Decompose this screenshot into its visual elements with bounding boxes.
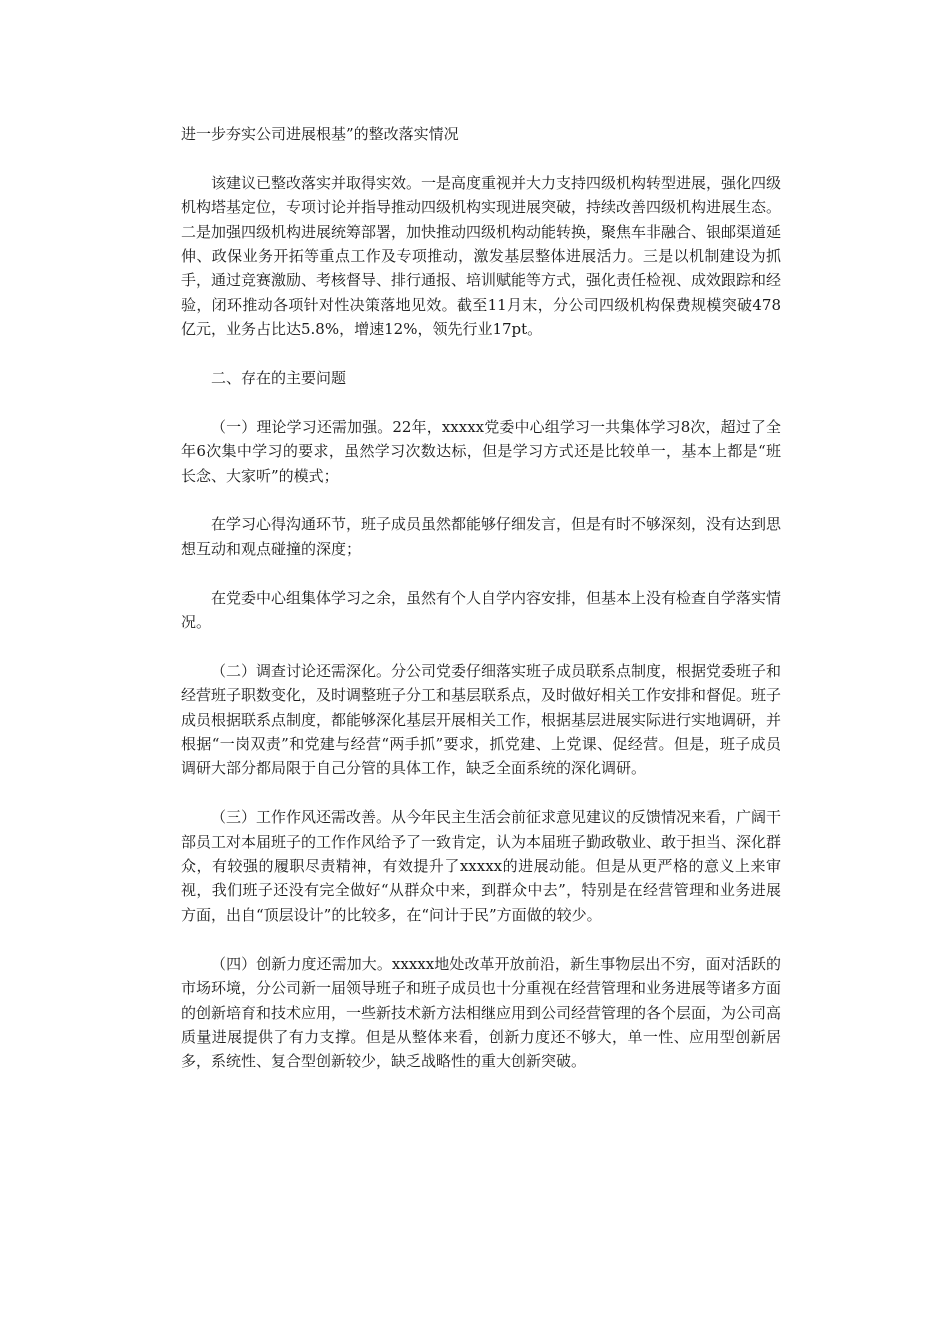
paragraph-rectification-summary: 该建议已整改落实并取得实效。一是高度重视并大力支持四级机构转型进展，强化四级机构塔基定位，专项讨论并指导推动四级机构实现进展突破，持续改善四级机构进展生态。二是加强四级机构进展统筹部署，加快推动四级机构动能转换，聚焦车非融合、银邮渠道延伸、政保业务开拓等重点工作及专项推动，激发基层整体进展活力。三是以机制建设为抓手，通过竞赛激励、考核督导、排行通报、培训赋能等方式，强化责任检视、成效跟踪和经验，闭环推动各项针对性决策落地见效。截至11月末，分公司四级机构保费规模突破478亿元，业务占比达5.8%，增速12%，领先行业17pt。 — [181, 173, 782, 339]
paragraph-problem-innovation: （四）创新力度还需加大。xxxxx地处改革开放前沿，新生事物层出不穷，面对活跃的市场环境，分公司新一届领导班子和班子成员也十分重视在经营管理和业务进展等诸多方面的创新培育和技术应用，一些新技术新方法相继应用到公司经营管理的各个层面，为公司高质量进展提供了有力支撑。但是从整体来看，创新力度还不够大，单一性、应用型创新居多，系统性、复合型创新较少，缺乏战略性的重大创新突破。 — [181, 954, 782, 1071]
document-body — [181, 122, 781, 1098]
paragraph-problem-research: （二）调查讨论还需深化。分公司党委仔细落实班子成员联系点制度，根据党委班子和经营班子职数变化，及时调整班子分工和基层联系点，及时做好相关工作安排和督促。班子成员根据联系点制度，都能够深化基层开展相关工作，根据基层进展实际进行实地调研，并根据“一岗双责”和党建与经营“两手抓”要求，抓党建、上党课、促经营。但是，班子成员调研大部分都局限于自己分管的具体工作，缺乏全面系统的深化调研。 — [181, 661, 782, 778]
paragraph-self-study: 在党委中心组集体学习之余，虽然有个人自学内容安排，但基本上没有检查自学落实情况。 — [181, 588, 782, 632]
paragraph-study-exchange: 在学习心得沟通环节，班子成员虽然都能够仔细发言，但是有时不够深刻，没有达到思想互动和观点碰撞的深度； — [181, 515, 782, 558]
paragraph-problem-theory-study: （一）理论学习还需加强。22年，xxxxx党委中心组学习一共集体学习8次，超过了全年6次集中学习的要求，虽然学习次数达标，但是学习方式还是比较单一，基本上都是“班长念、大家听”的模式； — [181, 417, 781, 485]
section-title-line: 进一步夯实公司进展根基”的整改落实情况 — [181, 125, 459, 143]
paragraph-problem-work-style: （三）工作作风还需改善。从今年民主生活会前征求意见建议的反馈情况来看，广阔干部员工对本届班子的工作作风给予了一致肯定，认为本届班子勤政敬业、敢于担当、深化群众，有较强的履职尽责精神，有效提升了xxxxx的进展动能。但是从更严格的意义上来审视，我们班子还没有完全做好“从群众中来，到群众中去”，特别是在经营管理和业务进展方面，出自“顶层设计”的比较多，在“问计于民”方面做的较少。 — [181, 808, 782, 924]
section-heading-main-problems: 二、存在的主要问题 — [211, 369, 347, 388]
